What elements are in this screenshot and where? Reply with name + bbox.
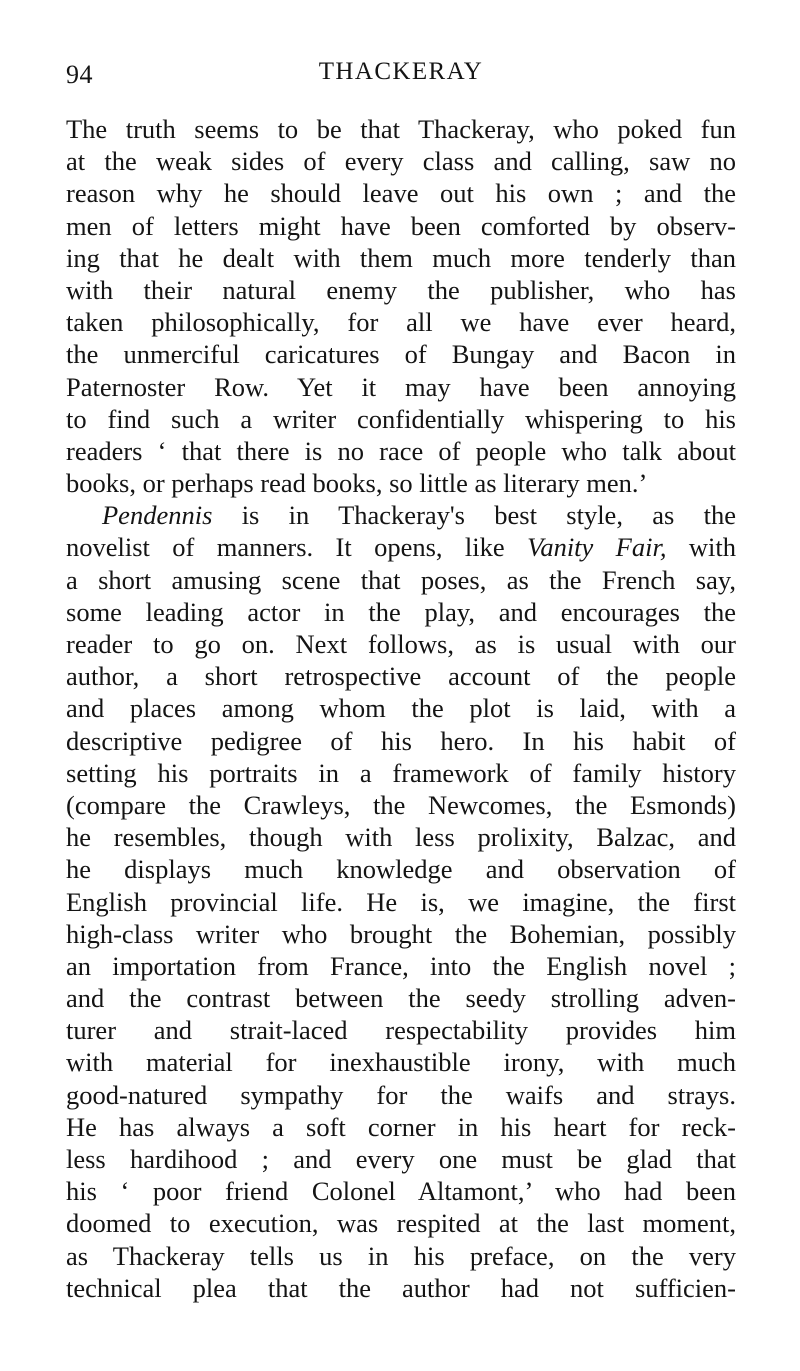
book-title-vanity-fair: Vanity Fair, [527,532,667,563]
text-line: his ‘ poor friend Colonel Altamont,’ who had been [66,1176,736,1207]
text-line: descriptive pedigree of his hero. In his habit of [66,725,736,756]
text-line: less hardihood ; and every one must be glad that [66,1144,736,1174]
text-line: he displays much knowledge and observation of [66,854,736,885]
text-line: novelist of manners. It opens, like Vanity Fair, with [66,532,736,563]
text-line: the unmerciful caricatures of Bungay and Bacon in [66,339,736,370]
text-line: (compare the Crawleys, the Newcomes, the Esmonds) [66,789,736,820]
text-line: an importation from France, into the English novel ; [66,950,736,981]
text-line: doomed to execution, was respited at the last moment, [66,1208,736,1239]
text-line: technical plea that the author had not sufficien- [66,1272,736,1303]
text-line: a short amusing scene that poses, as the French say, [66,564,736,595]
text-line: English provincial life. He is, we imagine, the first [66,886,736,917]
book-title-pendennis: Pendennis [102,500,213,531]
paragraph-end-line: books, or perhaps read books, so little as literary men.’ [66,468,648,499]
text-line: turer and strait-laced respectability provides him [66,1015,736,1046]
text-line: high-class writer who brought the Bohemian, possibly [66,918,736,949]
text-line: with their natural enemy the publisher, who has [66,274,736,305]
text-line: and the contrast between the seedy strolling adven- [66,983,736,1014]
running-title: THACKERAY [318,58,484,85]
text-line: He has always a soft corner in his heart for reck- [66,1111,736,1142]
running-head [66,56,736,96]
text-line: readers ‘ that there is no race of people who talk about [66,435,736,466]
text-line: and places among whom the plot is laid, with a [66,693,736,724]
text-line: as Thackeray tells us in his preface, on the very [66,1240,736,1271]
text-line: Paternoster Row. Yet it may have been annoying [66,371,736,402]
text-line: at the weak sides of every class and calling, saw no [66,146,736,177]
text-line: good-natured sympathy for the waifs and strays. [66,1079,736,1110]
text-line: reason why he should leave out his own ; and the [66,178,736,209]
text-line: with material for inexhaustible irony, with much [66,1047,736,1078]
paragraph-start-line: Pendennis is in Thackeray's best style, as the [102,500,736,531]
page-number: 94 [66,60,93,89]
text-line: The truth seems to be that Thackeray, who poked fun [66,114,736,144]
text-line: he resembles, though with less prolixity, Balzac, and [66,822,736,853]
text-line: ing that he dealt with them much more tenderly than [66,242,736,273]
body-text [66,113,736,1304]
text-line: to find such a writer confidentially whispering to his [66,403,736,434]
text-line: reader to go on. Next follows, as is usual with our [66,629,736,659]
text-line: setting his portraits in a framework of family history [66,757,736,788]
text-line: some leading actor in the play, and encourages the [66,596,736,627]
text-line: taken philosophically, for all we have ever heard, [66,307,736,338]
text-line: men of letters might have been comforted by observ- [66,210,736,241]
text-line: author, a short retrospective account of the people [66,661,736,692]
